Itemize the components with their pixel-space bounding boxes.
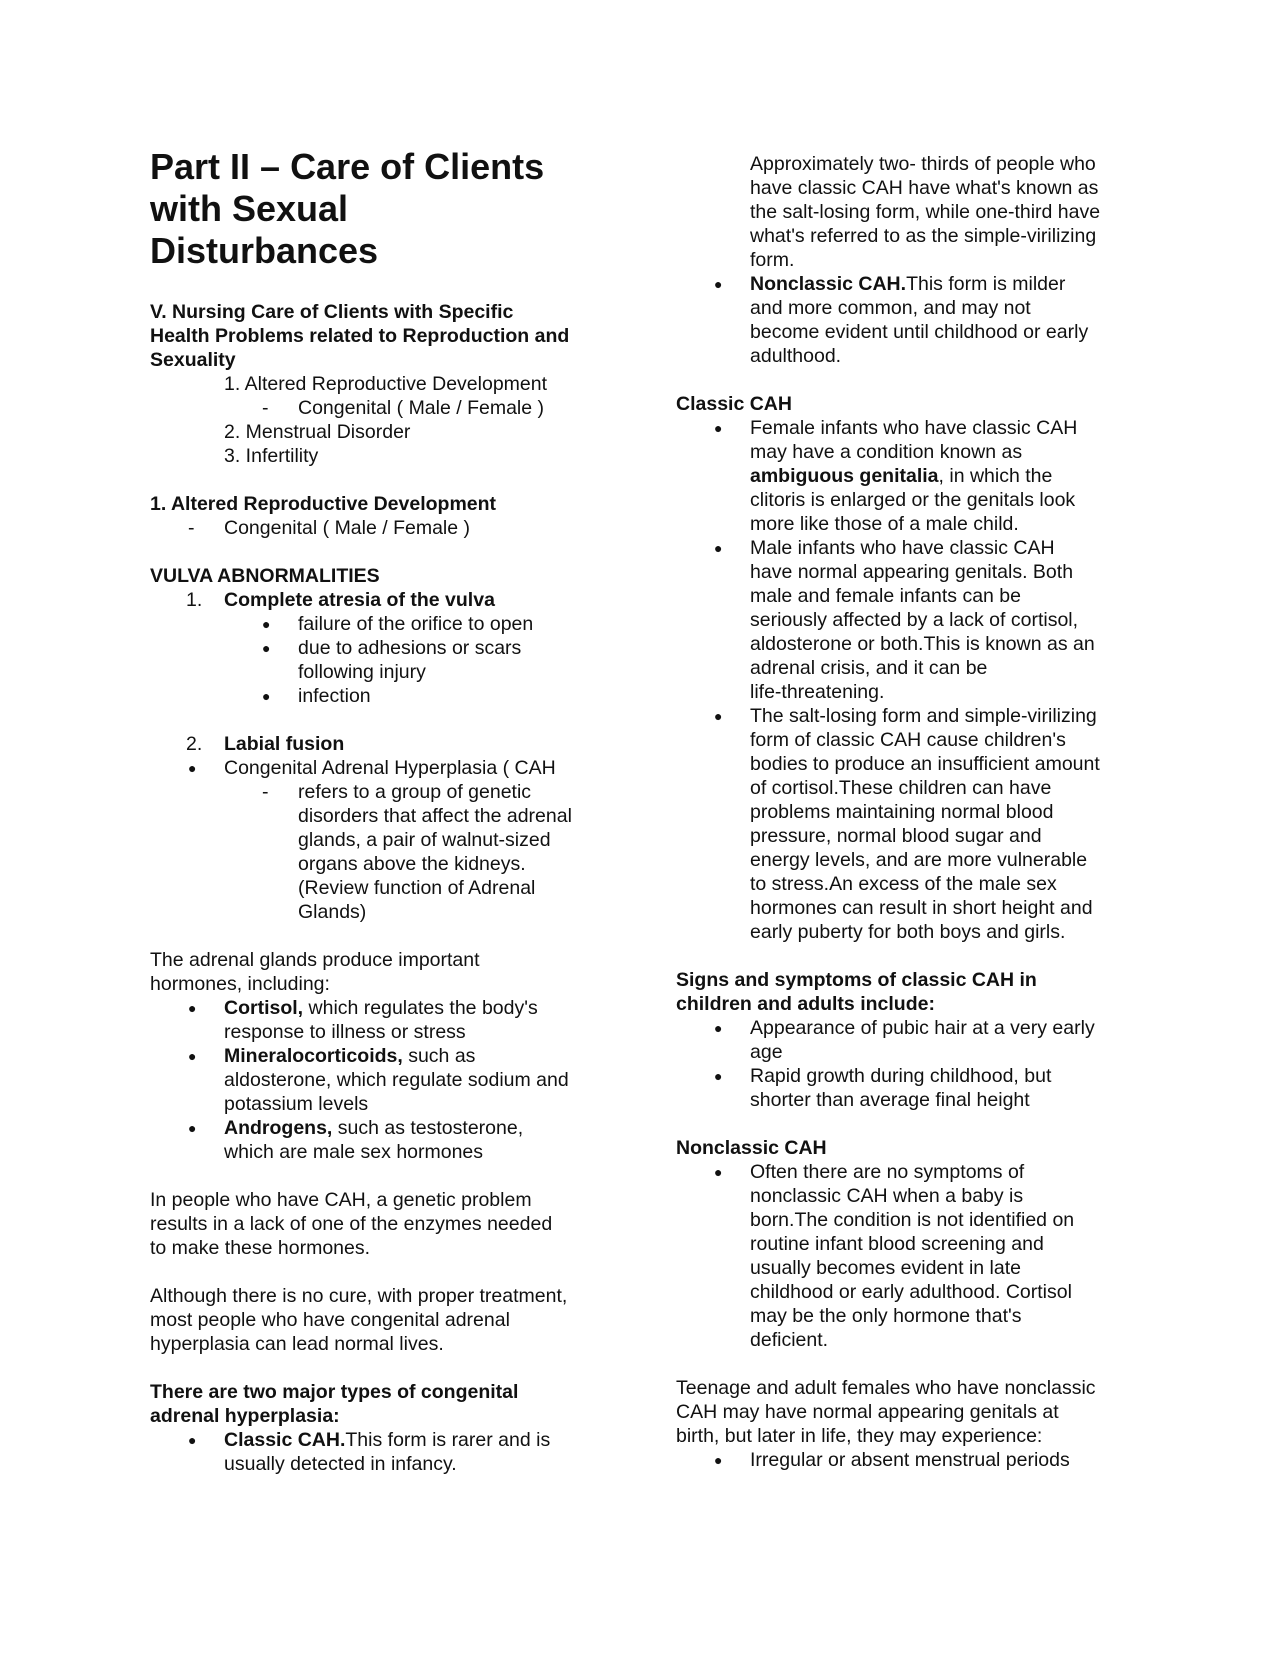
- cah-bullet: Congenital Adrenal Hyperplasia ( CAH: [224, 757, 556, 779]
- page-title-line-1: Part II – Care of Clients: [150, 146, 545, 187]
- male-infants-line: male and female infants can be: [750, 585, 1022, 607]
- type-classic-cah: [224, 1428, 550, 1452]
- page-title-line-2: with Sexual: [150, 188, 349, 229]
- salt-losing-line: The salt-losing form and simple-virilizing: [750, 705, 1097, 727]
- ambiguous-genitalia-term: ambiguous genitalia: [750, 465, 939, 487]
- nonclassic-bullet-line: born.The condition is not identified on: [750, 1209, 1075, 1231]
- classic-cah-heading: Classic CAH: [676, 393, 792, 415]
- nonclassic-bullet-line: usually becomes evident in late: [750, 1257, 1021, 1279]
- hormone-mineral-desc: such as: [402, 1045, 476, 1067]
- vulva-item-atresia: Complete atresia of the vulva: [224, 589, 495, 611]
- male-infants-line: adrenal crisis, and it can be: [750, 657, 988, 679]
- type-nonclassic-cont: become evident until childhood or early: [750, 321, 1089, 343]
- hormone-androgens: [224, 1116, 523, 1140]
- signs-heading-line: Signs and symptoms of classic CAH in: [676, 969, 1037, 991]
- bullet-icon: ●: [714, 540, 723, 556]
- hormone-andro-term: Androgens,: [224, 1117, 333, 1139]
- genetic-para-line: results in a lack of one of the enzymes needed: [150, 1213, 553, 1235]
- heading-altered-development-sub: Congenital ( Male / Female ): [224, 517, 471, 539]
- nonclassic-bullet-line: Often there are no symptoms of: [750, 1161, 1025, 1183]
- salt-losing-line: form of classic CAH cause children's: [750, 729, 1066, 751]
- hormone-cortisol-term: Cortisol,: [224, 997, 304, 1019]
- dash-marker: -: [262, 397, 269, 419]
- section-heading-line-2: Health Problems related to Reproduction and: [150, 325, 570, 347]
- list-number: 2.: [186, 733, 203, 755]
- cah-sub-line: disorders that affect the adrenal: [298, 805, 572, 827]
- nonclassic-bullet-line: childhood or early adulthood. Cortisol: [750, 1281, 1072, 1303]
- type-nonclassic-cah: [750, 272, 1065, 296]
- nonclassic-bullet-line: deficient.: [750, 1329, 829, 1351]
- salt-losing-line: early puberty for both boys and girls.: [750, 921, 1066, 943]
- dash-marker: -: [188, 517, 195, 539]
- genetic-para-line: In people who have CAH, a genetic problem: [150, 1189, 532, 1211]
- salt-losing-line: problems maintaining normal blood: [750, 801, 1054, 823]
- male-infants-line: seriously affected by a lack of cortisol,: [750, 609, 1079, 631]
- male-infants-line: have normal appearing genitals. Both: [750, 561, 1074, 583]
- bullet-icon: ●: [714, 1020, 723, 1036]
- salt-losing-line: of cortisol.These children can have: [750, 777, 1052, 799]
- adrenal-intro-line: The adrenal glands produce important: [150, 949, 480, 971]
- salt-losing-cont-line: have classic CAH have what's known as: [750, 177, 1099, 199]
- atresia-bullet-2-cont: following injury: [298, 661, 426, 683]
- cah-sub-line: organs above the kidneys.: [298, 853, 526, 875]
- salt-losing-line: to stress.An excess of the male sex: [750, 873, 1057, 895]
- salt-losing-line: pressure, normal blood sugar and: [750, 825, 1042, 847]
- teen-bullet-menstrual: Irregular or absent menstrual periods: [750, 1449, 1070, 1471]
- male-infants-line: aldosterone or both.This is known as an: [750, 633, 1095, 655]
- bullet-icon: ●: [262, 616, 271, 632]
- salt-losing-line: hormones can result in short height and: [750, 897, 1093, 919]
- vulva-abnormalities-heading: VULVA ABNORMALITIES: [150, 565, 380, 587]
- outline-item-3: 3. Infertility: [224, 445, 319, 467]
- type-nonclassic-cont: adulthood.: [750, 345, 842, 367]
- atresia-bullet-3: infection: [298, 685, 371, 707]
- hormone-mineral-cont: aldosterone, which regulate sodium and: [224, 1069, 569, 1091]
- bullet-icon: ●: [714, 1068, 723, 1084]
- type-nonclassic-term: Nonclassic CAH.: [750, 273, 907, 295]
- atresia-bullet-1: failure of the orifice to open: [298, 613, 534, 635]
- nonclassic-bullet-line: may be the only hormone that's: [750, 1305, 1022, 1327]
- list-number: 1.: [186, 589, 203, 611]
- cure-para-line: hyperplasia can lead normal lives.: [150, 1333, 444, 1355]
- female-infants-line: more like those of a male child.: [750, 513, 1019, 535]
- cah-sub-line: (Review function of Adrenal: [298, 877, 536, 899]
- outline-item-2: 2. Menstrual Disorder: [224, 421, 411, 443]
- type-nonclassic-cont: and more common, and may not: [750, 297, 1031, 319]
- signs-heading-line: children and adults include:: [676, 993, 935, 1015]
- genetic-para-line: to make these hormones.: [150, 1237, 371, 1259]
- types-heading-line: adrenal hyperplasia:: [150, 1405, 340, 1427]
- bullet-icon: ●: [262, 640, 271, 656]
- cure-para-line: most people who have congenital adrenal: [150, 1309, 510, 1331]
- hormone-cortisol: [224, 996, 538, 1020]
- female-infants-line: clitoris is enlarged or the genitals look: [750, 489, 1076, 511]
- cure-para-line: Although there is no cure, with proper treatment,: [150, 1285, 568, 1307]
- vulva-item-labial-fusion: Labial fusion: [224, 733, 345, 755]
- salt-losing-cont-line: what's referred to as the simple-virilizing: [750, 225, 1097, 247]
- bullet-icon: ●: [714, 1452, 723, 1468]
- salt-losing-cont-line: Approximately two- thirds of people who: [750, 153, 1096, 175]
- type-classic-term: Classic CAH.: [224, 1429, 346, 1451]
- hormone-cortisol-cont: response to illness or stress: [224, 1021, 466, 1043]
- teen-para-line: Teenage and adult females who have nonclassic: [676, 1377, 1096, 1399]
- bullet-icon: ●: [188, 1432, 197, 1448]
- adrenal-intro-line: hormones, including:: [150, 973, 330, 995]
- female-infants-ambiguous: [750, 464, 1052, 488]
- teen-para-line: CAH may have normal appearing genitals at: [676, 1401, 1059, 1423]
- bullet-icon: ●: [188, 1000, 197, 1016]
- hormone-andro-desc: such as testosterone,: [332, 1117, 524, 1139]
- bullet-icon: ●: [188, 1120, 197, 1136]
- nonclassic-bullet-line: nonclassic CAH when a baby is: [750, 1185, 1024, 1207]
- salt-losing-line: bodies to produce an insufficient amount: [750, 753, 1100, 775]
- female-infants-line: may have a condition known as: [750, 441, 1023, 463]
- sign-pubic-hair: Appearance of pubic hair at a very early: [750, 1017, 1095, 1039]
- hormone-mineral-cont: potassium levels: [224, 1093, 369, 1115]
- bullet-icon: ●: [714, 420, 723, 436]
- salt-losing-cont-line: the salt-losing form, while one-third have: [750, 201, 1101, 223]
- hormone-mineralocorticoids: [224, 1044, 475, 1068]
- bullet-icon: ●: [188, 1048, 197, 1064]
- sign-pubic-hair-cont: age: [750, 1041, 783, 1063]
- cah-sub-line: Glands): [298, 901, 367, 923]
- outline-item-1: 1. Altered Reproductive Development: [224, 373, 548, 395]
- hormone-andro-cont: which are male sex hormones: [224, 1141, 484, 1163]
- sign-rapid-growth-cont: shorter than average final height: [750, 1089, 1030, 1111]
- cah-sub-line: refers to a group of genetic: [298, 781, 532, 803]
- type-classic-desc: This form is rarer and is: [345, 1429, 551, 1451]
- cah-sub-line: glands, a pair of walnut-sized: [298, 829, 551, 851]
- bullet-icon: ●: [714, 1164, 723, 1180]
- nonclassic-bullet-line: routine infant blood screening and: [750, 1233, 1044, 1255]
- section-heading-line-1: V. Nursing Care of Clients with Specific: [150, 301, 514, 323]
- bullet-icon: ●: [714, 708, 723, 724]
- salt-losing-cont-line: form.: [750, 249, 795, 271]
- teen-para-line: birth, but later in life, they may experience:: [676, 1425, 1043, 1447]
- outline-item-1-sub: Congenital ( Male / Female ): [298, 397, 545, 419]
- female-infants-line: Female infants who have classic CAH: [750, 417, 1078, 439]
- page-title-line-3: Disturbances: [150, 230, 379, 271]
- bullet-icon: ●: [262, 688, 271, 704]
- male-infants-line: Male infants who have classic CAH: [750, 537, 1055, 559]
- bullet-icon: ●: [714, 276, 723, 292]
- sign-rapid-growth: Rapid growth during childhood, but: [750, 1065, 1052, 1087]
- heading-altered-development: 1. Altered Reproductive Development: [150, 493, 497, 515]
- hormone-cortisol-desc: which regulates the body's: [303, 997, 538, 1019]
- bullet-icon: ●: [188, 760, 197, 776]
- types-heading-line: There are two major types of congenital: [150, 1381, 519, 1403]
- section-heading-line-3: Sexuality: [150, 349, 236, 371]
- atresia-bullet-2: due to adhesions or scars: [298, 637, 522, 659]
- type-classic-cont: usually detected in infancy.: [224, 1453, 457, 1475]
- ambiguous-genitalia-desc: , in which the: [938, 465, 1053, 487]
- nonclassic-cah-heading: Nonclassic CAH: [676, 1137, 827, 1159]
- male-infants-line: life-threatening.: [750, 681, 885, 703]
- salt-losing-line: energy levels, and are more vulnerable: [750, 849, 1088, 871]
- hormone-mineral-term: Mineralocorticoids,: [224, 1045, 403, 1067]
- dash-marker: -: [262, 781, 269, 803]
- type-nonclassic-desc: This form is milder: [906, 273, 1066, 295]
